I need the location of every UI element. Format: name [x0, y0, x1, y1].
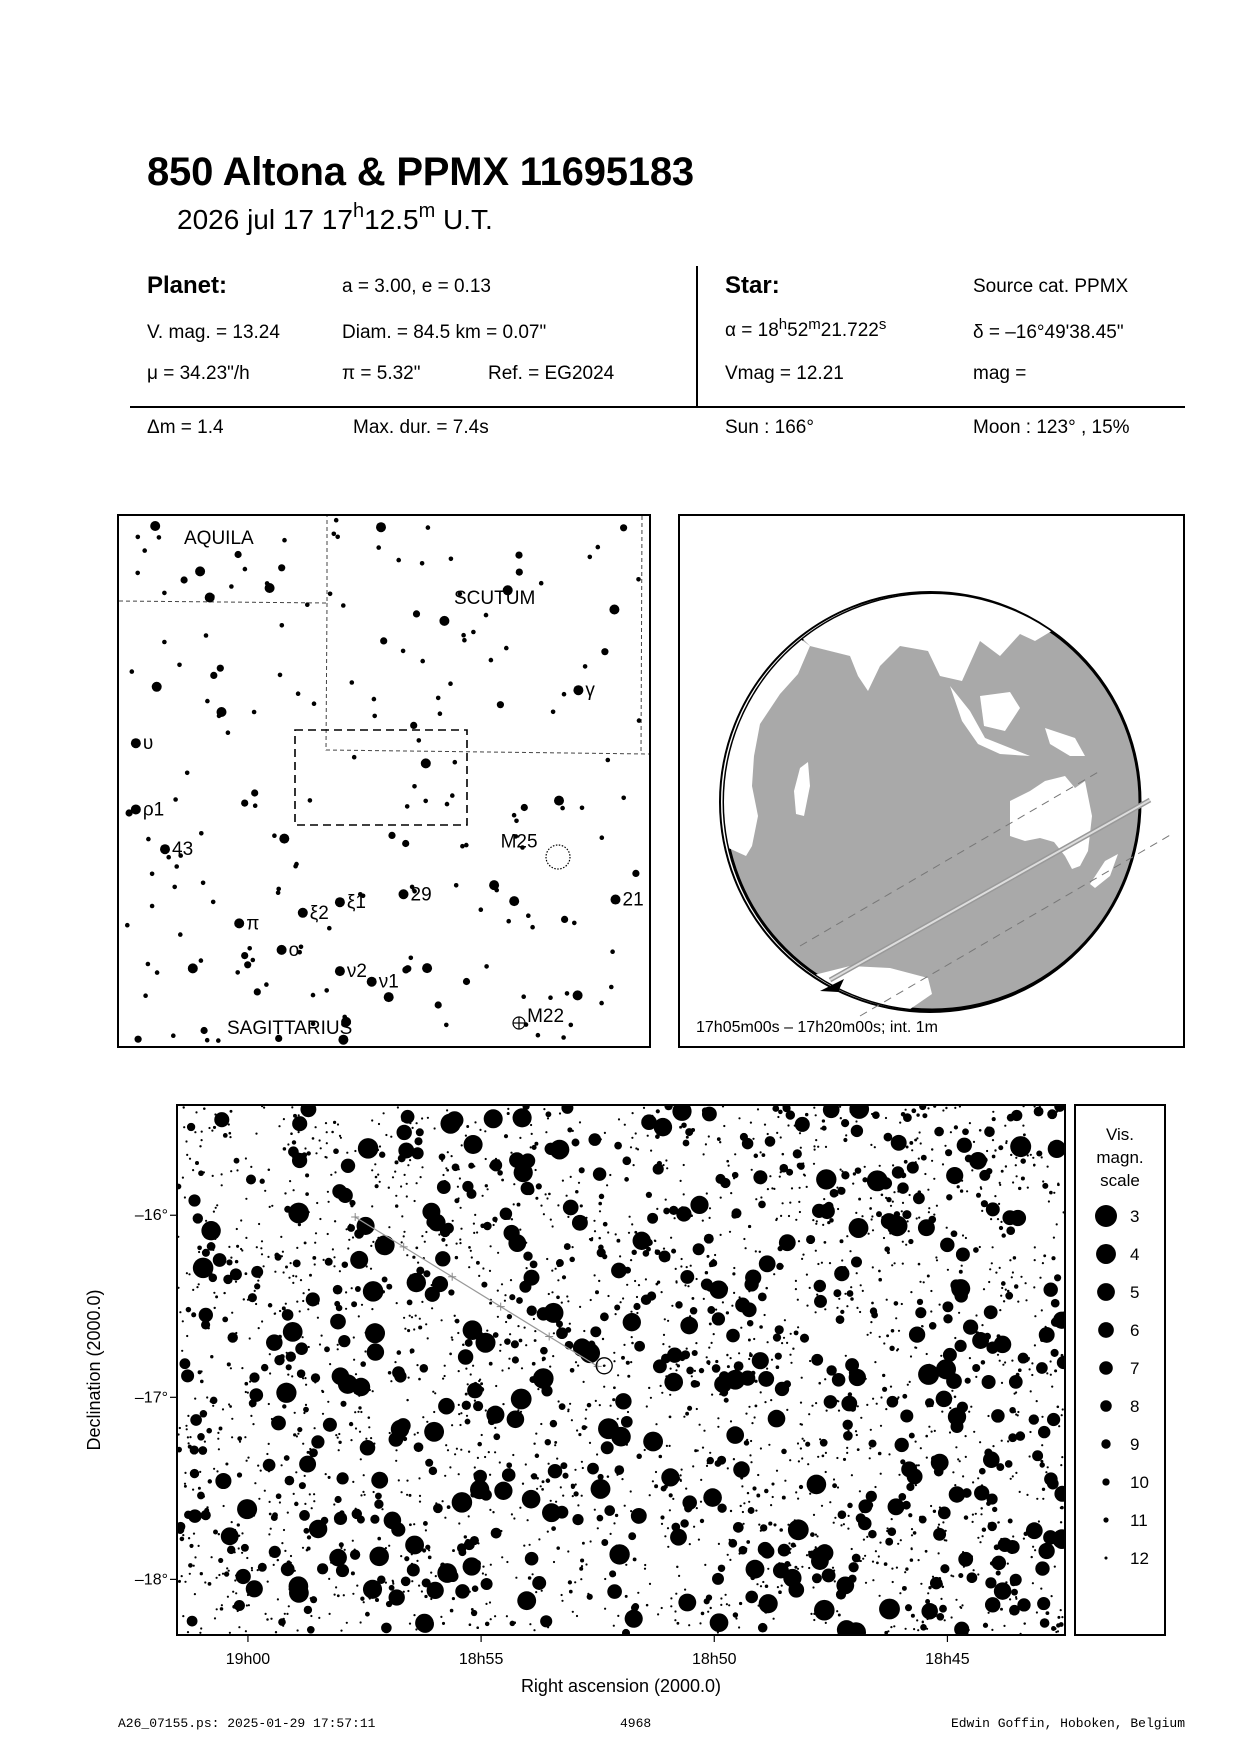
footer-file: A26_07155.ps: 2025-01-29 17:57:11 [118, 1716, 376, 1731]
finder-star-label: υ [142, 733, 154, 755]
finder-star-label: π [246, 913, 260, 935]
finder-star-label: 43 [172, 839, 194, 861]
legend-title-line-3: scale [1100, 1171, 1140, 1190]
sun-elongation: Sun : 166° [725, 417, 814, 438]
finder-star-label: ξ1 [346, 892, 366, 914]
finder-star-label: M22 [527, 1006, 565, 1028]
finder-star-label: ν1 [378, 971, 399, 993]
ra-s-unit: s [878, 316, 887, 333]
minute-value: 12.5 [364, 204, 419, 235]
legend-dot-mag-8 [1100, 1400, 1112, 1412]
legend-dot-mag-11 [1103, 1517, 1108, 1522]
finder-star-label: ξ2 [309, 902, 329, 924]
constellation-scutum: SCUTUM [454, 588, 536, 609]
star-dec: δ = –16°49'38.45" [973, 322, 1124, 343]
y-tick-label: –16° [134, 1207, 168, 1225]
finder-star-label: ν2 [346, 961, 367, 983]
magnitude-legend [1074, 1104, 1166, 1636]
legend-dot-mag-7 [1099, 1361, 1113, 1375]
legend-label-mag-11: 11 [1130, 1511, 1148, 1530]
legend-label-mag-6: 6 [1130, 1321, 1140, 1340]
legend-label-mag-8: 8 [1130, 1397, 1140, 1416]
legend-dot-mag-6 [1098, 1322, 1114, 1338]
x-tick-label: 18h55 [458, 1651, 504, 1668]
footer-page: 4968 [620, 1716, 652, 1731]
planet-heading: Planet: [147, 272, 228, 299]
planet-orbit: a = 3.00, e = 0.13 [342, 276, 491, 297]
legend-title-line-2: magn. [1096, 1148, 1144, 1167]
planet-parallax: π = 5.32" [342, 363, 421, 384]
time-suffix: U.T. [435, 204, 493, 235]
legend-label-mag-9: 9 [1130, 1435, 1140, 1454]
x-tick-label: 19h00 [225, 1651, 271, 1668]
legend-dot-mag-10 [1102, 1478, 1109, 1485]
ra-m-unit: m [808, 316, 821, 333]
planet-ref: Ref. = EG2024 [488, 363, 615, 384]
planet-diameter: Diam. = 84.5 km = 0.07" [342, 322, 547, 343]
legend-label-mag-12: 12 [1130, 1549, 1149, 1568]
ra-min: 52 [787, 320, 809, 341]
finder-star-label: M25 [500, 831, 538, 853]
legend-dot-mag-5 [1097, 1283, 1115, 1301]
ra-prefix: α = 18 [725, 320, 779, 341]
star-source-catalog: Source cat. PPMX [973, 276, 1129, 297]
moon-info: Moon : 123° , 15% [973, 417, 1130, 438]
x-axis-title: Right ascension (2000.0) [520, 1676, 722, 1696]
globe-caption: 17h05m00s – 17h20m00s; int. 1m [696, 1019, 938, 1036]
y-axis [135, 1207, 178, 1588]
legend-label-mag-10: 10 [1130, 1473, 1149, 1492]
legend-dot-mag-4 [1096, 1244, 1116, 1264]
constellation-sagittarius: SAGITTARIUS [227, 1018, 353, 1039]
y-tick-label: –17° [134, 1389, 168, 1407]
finder-star-label: ρ1 [142, 799, 165, 821]
finder-star-label: 21 [622, 889, 644, 911]
legend-title-line-1: Vis. [1105, 1125, 1135, 1144]
finder-star-label: o [288, 939, 300, 961]
legend-label-mag-7: 7 [1130, 1359, 1140, 1378]
ra-sec: 21.722 [820, 320, 879, 341]
legend-items [1095, 1205, 1149, 1568]
ra-h-unit: h [778, 316, 788, 333]
x-axis [226, 1634, 970, 1668]
finder-star-label: 29 [410, 884, 432, 906]
constellation-aquila: AQUILA [184, 528, 254, 549]
planet-vmag: V. mag. = 13.24 [147, 322, 280, 343]
star-vmag: Vmag = 12.21 [725, 363, 844, 384]
planet-motion: μ = 34.23"/h [147, 363, 250, 384]
legend-dot-mag-9 [1101, 1439, 1110, 1448]
page-title: 850 Altona & PPMX 11695183 [147, 150, 694, 194]
max-duration: Max. dur. = 7.4s [353, 417, 489, 438]
hour-unit: h [352, 200, 365, 222]
legend-label-mag-3: 3 [1130, 1207, 1140, 1226]
legend-label-mag-5: 5 [1130, 1283, 1140, 1302]
date-text: 2026 jul 17 17 [177, 204, 353, 235]
star-mag: mag = [973, 363, 1027, 384]
y-axis-title: Declination (2000.0) [84, 1289, 104, 1451]
x-tick-label: 18h50 [692, 1651, 737, 1668]
legend-dot-mag-12 [1104, 1556, 1107, 1559]
star-heading: Star: [725, 272, 780, 299]
delta-magnitude: Δm = 1.4 [147, 417, 224, 438]
magnitude-legend-svg [1076, 1106, 1164, 1634]
x-tick-label: 18h45 [925, 1651, 970, 1668]
finder-star-label: γ [585, 680, 595, 702]
y-tick-label: –18° [134, 1571, 168, 1589]
footer-author: Edwin Goffin, Hoboken, Belgium [950, 1716, 1185, 1731]
legend-label-mag-4: 4 [1130, 1245, 1140, 1264]
minute-unit: m [418, 200, 436, 222]
legend-dot-mag-3 [1095, 1205, 1117, 1227]
